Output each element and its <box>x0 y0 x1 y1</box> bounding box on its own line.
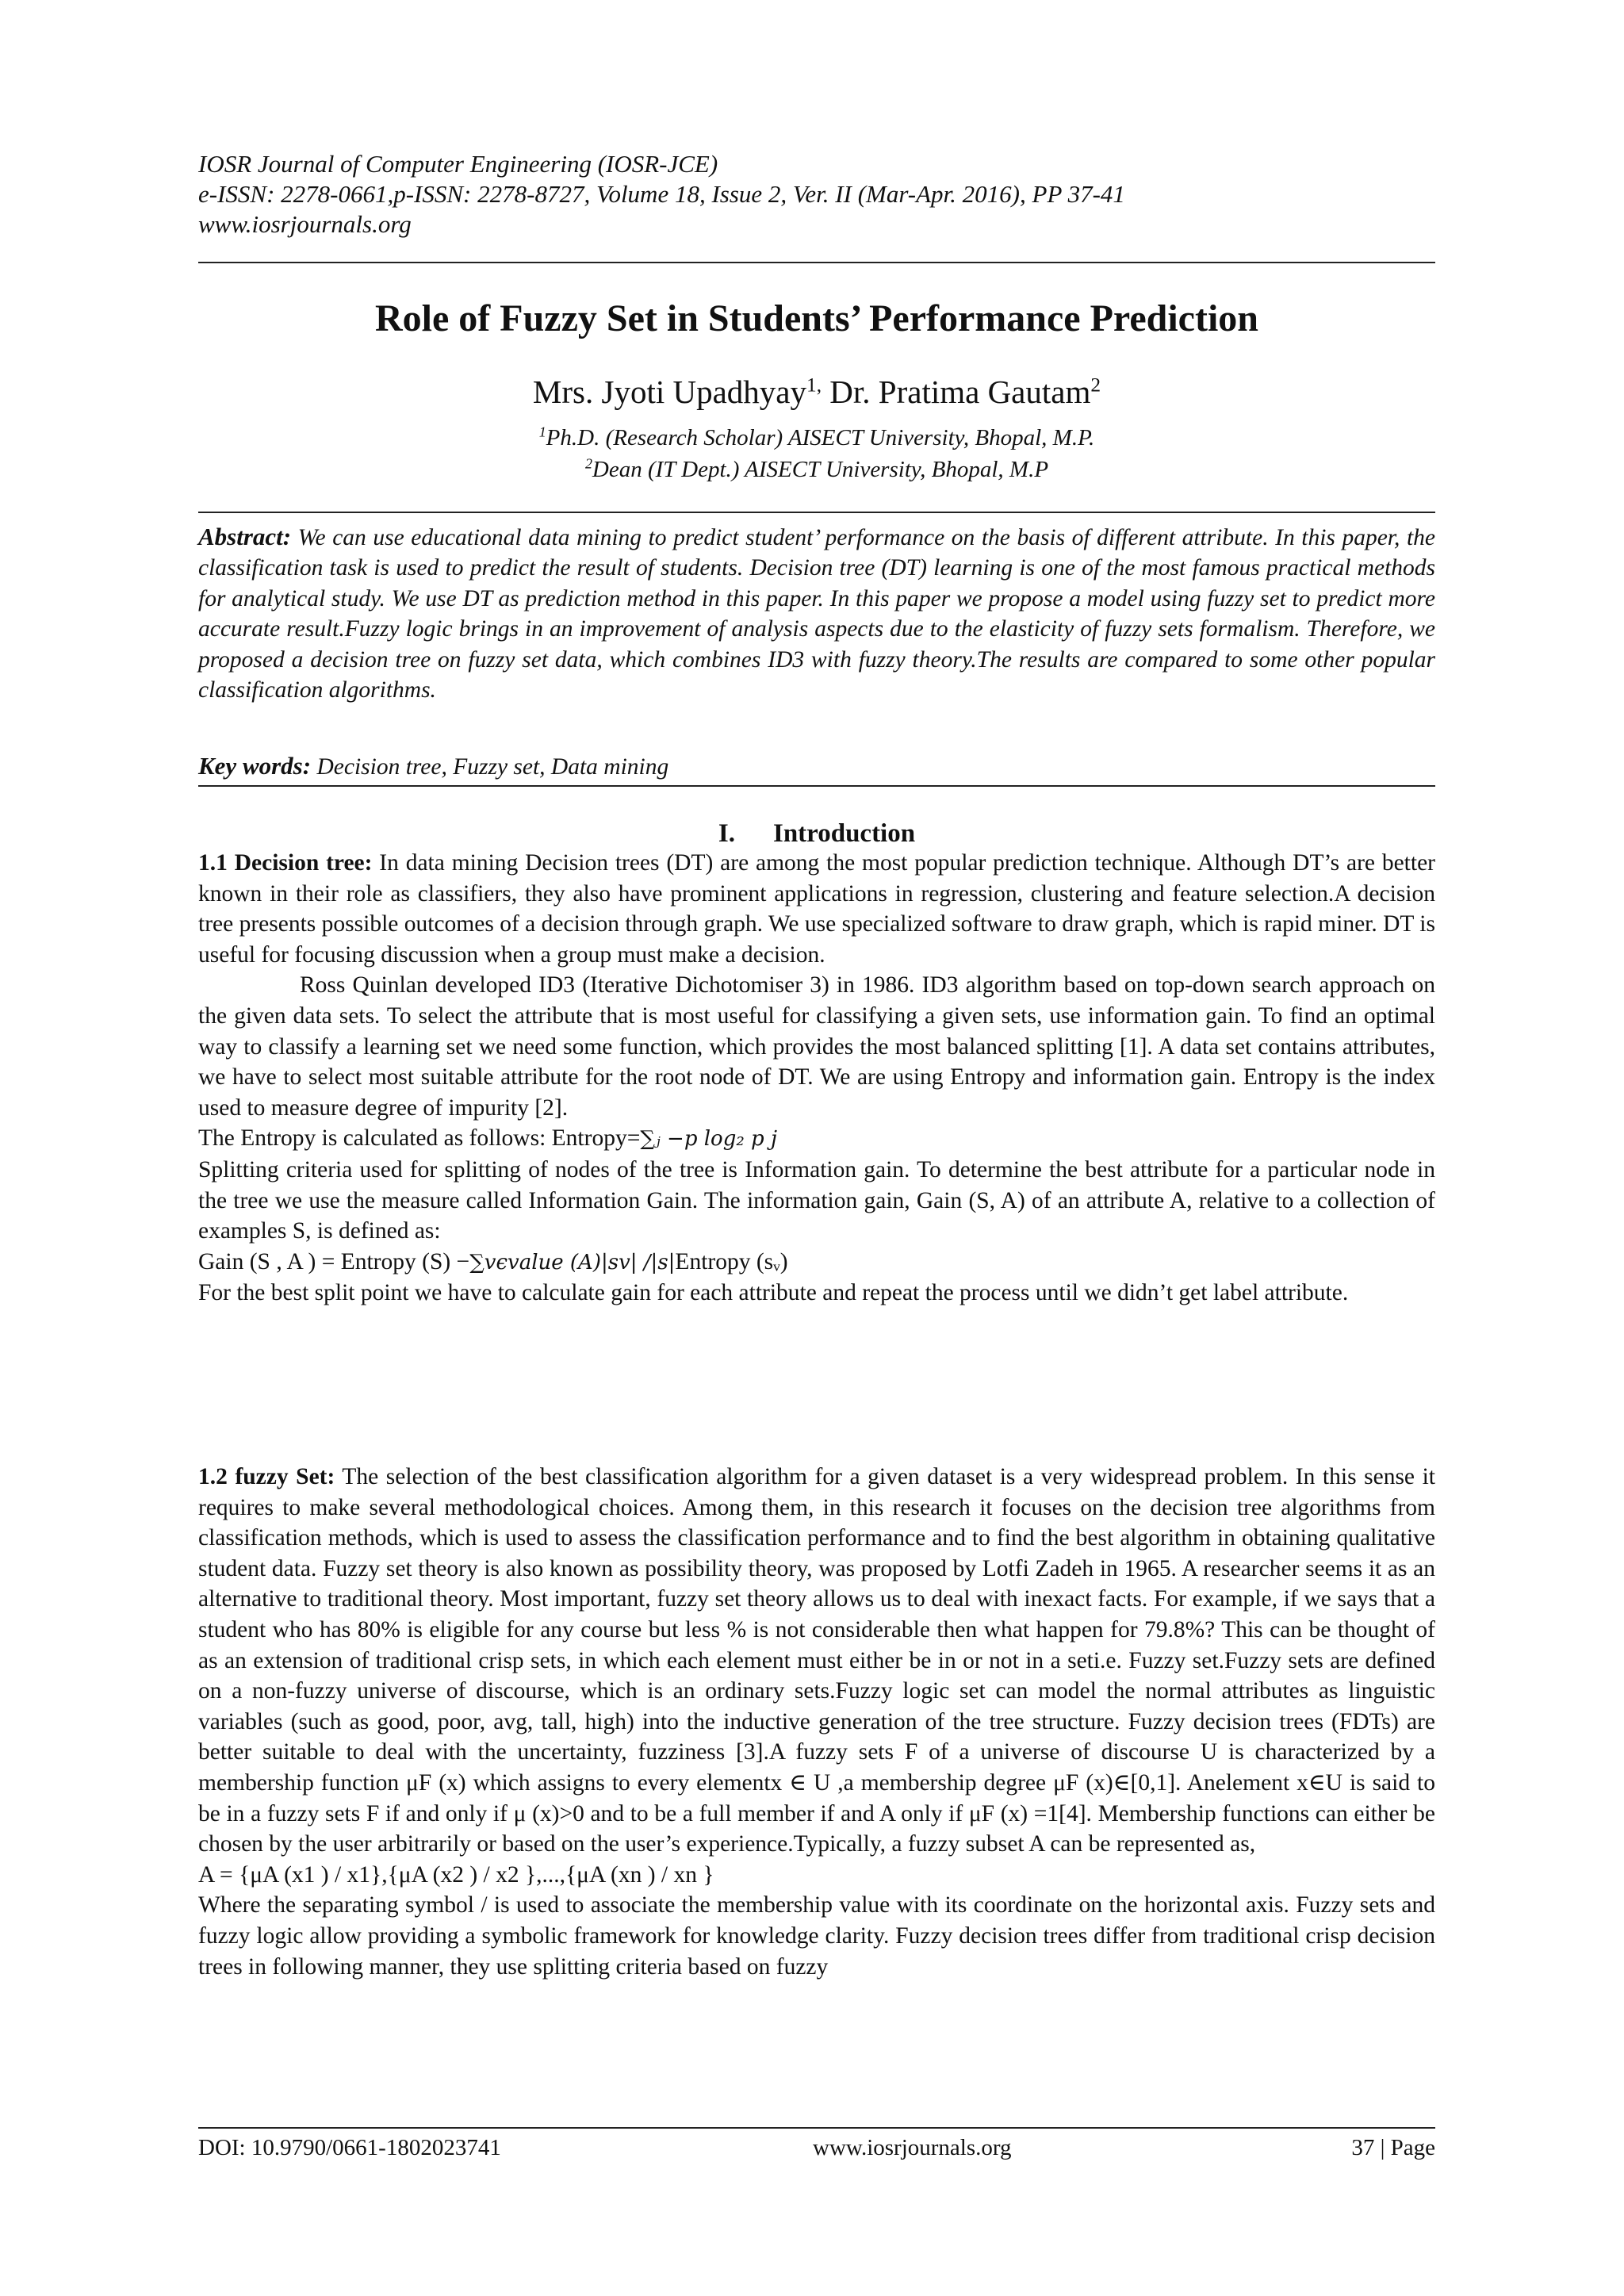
abstract <box>198 522 1435 705</box>
entropy-intro: The Entropy is calculated as follows: Entropy= <box>198 1125 641 1152</box>
paper-title: Role of Fuzzy Set in Students’ Performance Prediction <box>374 297 1258 339</box>
subsection-label: 1.1 Decision tree: <box>198 850 373 876</box>
abstract-top-rule <box>198 512 1435 513</box>
gain-intro: Gain (S , A ) = Entropy (S) − <box>198 1248 470 1274</box>
paragraph: For the best split point we have to calculate gain for each attribute and repeat the process until we didn’t get label attribute. <box>198 1280 1349 1306</box>
issn-line: e-ISSN: 2278-0661,p-ISSN: 2278-8727, Volume 18, Issue 2, Ver. II (Mar-Apr. 2016), PP 37-41 <box>198 180 1125 208</box>
author-line <box>198 371 1435 412</box>
set-formula: A = {μA (x1 ) / x1},{μA (x2 ) / x2 },...,{μA (xn ) / xn } <box>198 1861 714 1888</box>
journal-name: IOSR Journal of Computer Engineering (IOSR-JCE) <box>198 150 718 178</box>
abstract-bottom-rule <box>198 785 1435 787</box>
paragraph: Splitting criteria used for splitting of nodes of the tree is Information gain. To determine the best attribute for a particular node in the tree we use the measure called Information Gain. The information gain, Gain (S, A) of an attribute A, relative to a collection of examples S, is defined as: <box>198 1156 1435 1244</box>
entropy-formula: ∑ⱼ −p log₂ p j <box>640 1127 777 1152</box>
affiliation-1 <box>198 422 1435 454</box>
section-heading-introduction <box>198 817 1435 850</box>
affiliation-2-superscript: 2 <box>584 455 592 472</box>
keywords-label: Key words: <box>198 752 312 780</box>
footer-website: www.iosrjournals.org <box>813 2135 1012 2160</box>
paragraph <box>198 1462 1435 1860</box>
header-rule <box>198 262 1435 263</box>
keywords <box>198 751 1435 782</box>
footer-rule <box>198 2127 1435 2129</box>
section-title: Introduction <box>772 819 916 848</box>
footer-page-number: 37 | Page <box>1351 2135 1435 2160</box>
subsection-fuzzy-set <box>198 1462 1435 1982</box>
gain-formula-line <box>198 1247 1435 1278</box>
gain-tail: Entropy (sᵥ) <box>675 1248 788 1274</box>
affiliation-2-text: Dean (IT Dept.) AISECT University, Bhopal, M.P <box>592 457 1049 482</box>
paragraph: Where the separating symbol / is used to associate the membership value with its coordinate on the horizontal axis. Fuzzy sets and fuzzy logic allow providing a symbolic framework for knowledge clarity. Fuzzy decision trees differ from traditional crisp decision trees in following manner, they use splitting criteria based on fuzzy <box>198 1892 1435 1980</box>
paragraph: Ross Quinlan developed ID3 (Iterative Dichotomiser 3) in 1986. ID3 algorithm based on top-down search approach on the given data sets. To select the attribute that is most useful for classifying a given sets, use information gain. To find an optimal way to classify a learning set we need some function, which provides the most balanced splitting [1]. A data set contains attributes, we have to select most suitable attribute for the root node of DT. We are using Entropy and information gain. Entropy is the index used to measure degree of impurity [2]. <box>198 972 1435 1121</box>
journal-header <box>198 149 1435 240</box>
gain-formula: ∑vϵvalue (A)|sv| /|s| <box>469 1250 676 1274</box>
author-1-superscript: 1, <box>806 374 822 397</box>
journal-website: www.iosrjournals.org <box>198 210 412 238</box>
keywords-text: Decision tree, Fuzzy set, Data mining <box>311 754 669 780</box>
paragraph <box>198 848 1435 970</box>
entropy-formula-line <box>198 1123 1435 1155</box>
affiliation-2 <box>198 454 1435 485</box>
footer-doi: DOI: 10.9790/0661-1802023741 <box>198 2135 501 2160</box>
section-number: I. <box>718 819 735 848</box>
author-1: Mrs. Jyoti Upadhyay <box>532 374 806 410</box>
abstract-text: We can use educational data mining to predict student’ performance on the basis of different attribute. In this paper, the classification task is used to predict the result of students. Decision tree (DT) learning is one of the most famous practical methods for analytical study. We use DT as prediction method in this paper. In this paper we propose a model using fuzzy set to predict more accurate result.Fuzzy logic brings in an improvement of analysis aspects due to the elasticity of fuzzy sets formalism. Therefore, we proposed a decision tree on fuzzy set data, which combines ID3 with fuzzy theory.The results are compared to some other popular classification algorithms. <box>198 525 1435 703</box>
affiliation-1-text: Ph.D. (Research Scholar) AISECT University, Bhopal, M.P. <box>546 425 1095 450</box>
subsection-decision-tree <box>198 848 1435 1309</box>
subsection-label: 1.2 fuzzy Set: <box>198 1464 335 1489</box>
paragraph-text: In data mining Decision trees (DT) are among the most popular prediction technique. Although DT’s are better known in their role as classifiers, they also have prominent applications in regression, clustering and feature selection.A decision tree presents possible outcomes of a decision through graph. We use specialized software to draw graph, which is rapid miner. DT is useful for focusing discussion when a group must make a decision. <box>198 850 1435 968</box>
abstract-label: Abstract: <box>198 523 292 550</box>
author-2: Dr. Pratima Gautam <box>822 374 1091 410</box>
affiliation-1-superscript: 1 <box>538 424 546 440</box>
author-2-superscript: 2 <box>1090 374 1101 397</box>
paragraph-text: The selection of the best classification algorithm for a given dataset is a very widespread problem. In this sense it requires to make several methodological choices. Among them, in this research it focuses on the decision tree algorithms from classification methods, which is used to assess the classification performance and to find the best algorithm in obtaining qualitative student data. Fuzzy set theory is also known as possibility theory, was proposed by Lotfi Zadeh in 1965. A researcher seems it as an alternative to traditional theory. Most important, fuzzy set theory allows us to deal with inexact facts. For example, if we says that a student who has 80% is eligible for any course but less % is not considerable then what happen for 79.8%? This can be thought of as an extension of traditional crisp sets, in which each element must either be in or not in a seti.e. Fuzzy set.Fuzzy sets are defined on a non-fuzzy universe of discourse, which is an ordinary sets.Fuzzy logic set can model the normal attributes as linguistic variables (such as good, poor, avg, tall, high) into the inductive generation of the tree structure. Fuzzy decision trees (FDTs) are better suitable to deal with the uncertainty, fuzziness [3].A fuzzy sets F of a universe of discourse U is characterized by a membership function μF (x) which assigns to every elementx ∈ U ,a membership degree μF (x)∈[0,1]. Anelement x∈U is said to be in a fuzzy sets F if and only if μ (x)>0 and to be a full member if and A only if μF (x) =1[4]. Membership functions can either be chosen by the user arbitrarily or based on the user’s experience.Typically, a fuzzy subset A can be represented as, <box>198 1464 1435 1857</box>
